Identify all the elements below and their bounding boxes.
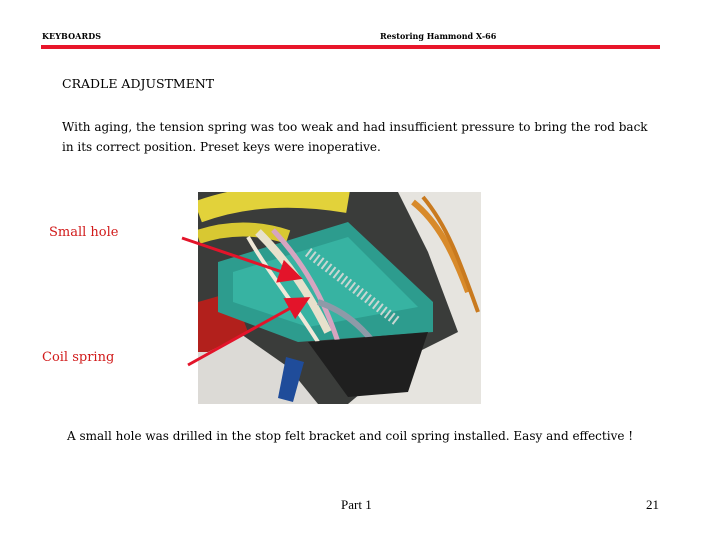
page-number: 21 bbox=[646, 497, 659, 512]
footer-part-label: Part 1 bbox=[341, 497, 372, 512]
wiring-photo-illustration bbox=[198, 192, 481, 404]
header-rule bbox=[41, 45, 660, 49]
wiring-photo bbox=[198, 192, 481, 404]
callout-coil-spring: Coil spring bbox=[42, 350, 115, 365]
header-right: Restoring Hammond X-66 bbox=[380, 31, 497, 41]
photo-caption: A small hole was drilled in the stop felt bracket and coil spring installed. Easy and effective ! bbox=[67, 429, 634, 443]
callout-small-hole: Small hole bbox=[49, 225, 119, 240]
section-title: CRADLE ADJUSTMENT bbox=[62, 76, 215, 91]
body-paragraph: With aging, the tension spring was too weak and had insufficient pressure to bring the rod back in its correct position. Preset keys were inoperative. bbox=[62, 120, 648, 154]
header-left: KEYBOARDS bbox=[42, 31, 102, 41]
